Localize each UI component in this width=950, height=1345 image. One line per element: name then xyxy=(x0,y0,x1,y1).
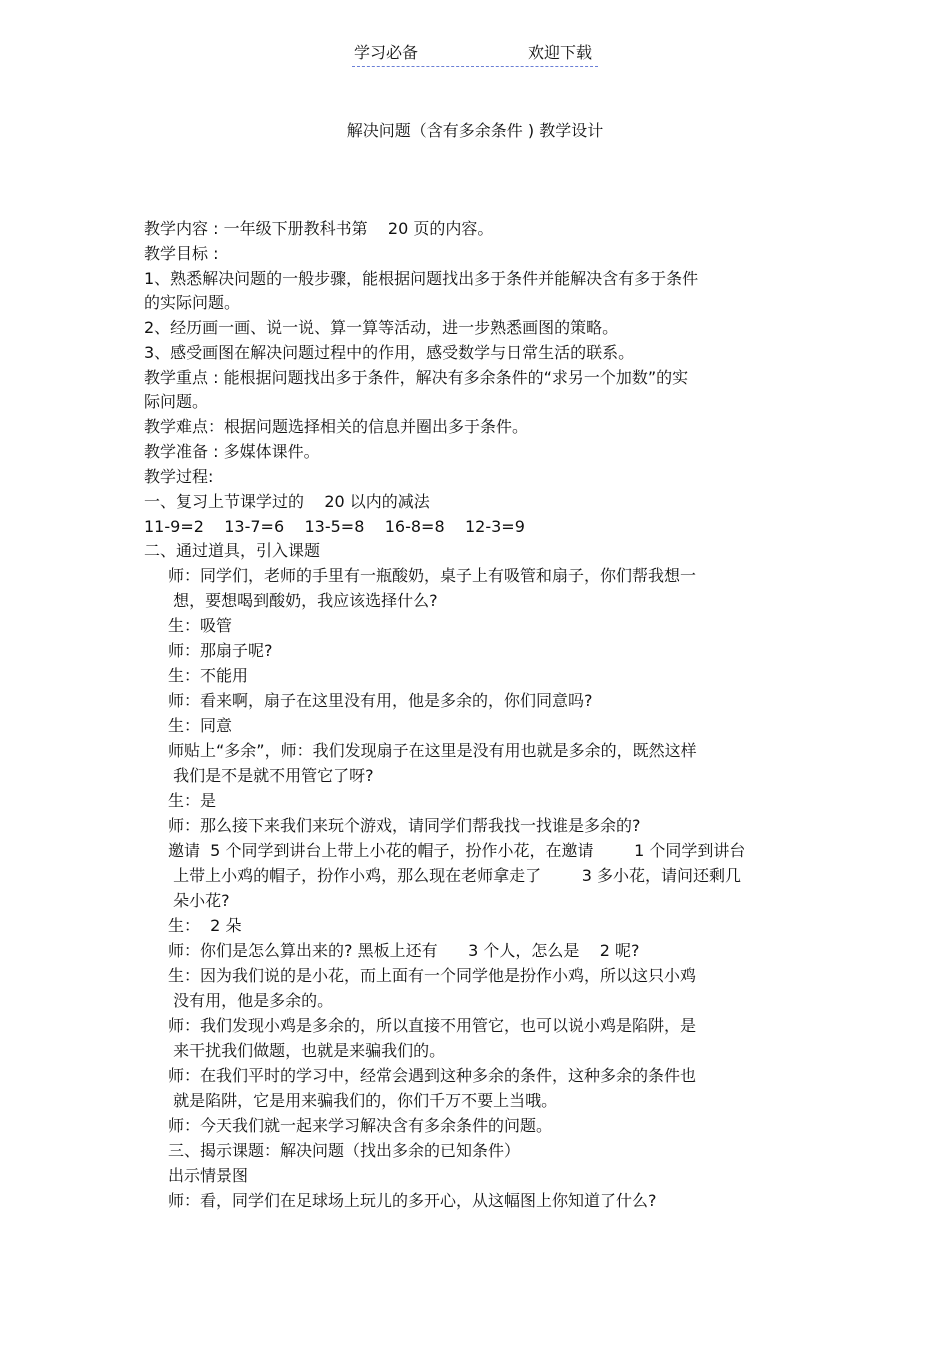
text-line: 教学内容 : 一年级下册教科书第 20 页的内容。 xyxy=(144,219,494,238)
text-line: 师贴上“多余”，师：我们发现扇子在这里是没有用也就是多余的，既然这样 xyxy=(168,741,697,760)
text-line: 际问题。 xyxy=(144,392,209,411)
text-line: 师：那么接下来我们来玩个游戏，请同学们帮我找一找谁是多余的? xyxy=(168,816,641,835)
text-line: 邀请 5 个同学到讲台上带上小花的帽子，扮作小花，在邀请 1 个同学到讲台 xyxy=(168,841,746,860)
text-line: 教学重点 : 能根据问题找出多于条件，解决有多余条件的“求另一个加数”的实 xyxy=(144,368,689,387)
header-left-text: 学习必备 xyxy=(354,43,419,62)
document-title: 解决问题（含有多余条件 ) 教学设计 xyxy=(346,121,604,140)
text-line: 师：在我们平时的学习中，经常会遇到这种多余的条件，这种多余的条件也 xyxy=(168,1066,697,1085)
text-line: 师：今天我们就一起来学习解决含有多余条件的问题。 xyxy=(168,1116,553,1135)
text-line: 师：看来啊，扇子在这里没有用，他是多余的，你们同意吗? xyxy=(168,691,593,710)
text-line: 1、熟悉解决问题的一般步骤，能根据问题找出多于条件并能解决含有多于条件 xyxy=(144,269,699,288)
text-line: 教学目标 : xyxy=(144,244,219,263)
text-line: 教学过程: xyxy=(144,467,214,486)
text-line: 生：同意 xyxy=(168,716,233,735)
text-line: 师：我们发现小鸡是多余的，所以直接不用管它，也可以说小鸡是陷阱，是 xyxy=(168,1016,697,1035)
text-line: 想，要想喝到酸奶，我应该选择什么? xyxy=(168,591,438,610)
header-right-text: 欢迎下载 xyxy=(527,43,592,62)
text-line: 我们是不是就不用管它了呀? xyxy=(168,766,374,785)
text-line: 3、感受画图在解决问题过程中的作用，感受数学与日常生活的联系。 xyxy=(144,343,635,362)
text-line: 师：你们是怎么算出来的? 黑板上还有 3 个人，怎么是 2 呢? xyxy=(168,941,640,960)
text-line: 生：因为我们说的是小花，而上面有一个同学他是扮作小鸡，所以这只小鸡 xyxy=(168,966,697,985)
text-line: 生：不能用 xyxy=(168,666,249,685)
text-line: 师：看，同学们在足球场上玩儿的多开心，从这幅图上你知道了什么? xyxy=(168,1191,657,1210)
page-header xyxy=(352,40,598,67)
text-line: 生： 2 朵 xyxy=(168,916,242,935)
text-line: 11-9=2 13-7=6 13-5=8 16-8=8 12-3=9 xyxy=(144,517,525,536)
text-line: 一、复习上节课学过的 20 以内的减法 xyxy=(144,492,430,511)
text-line: 师：那扇子呢? xyxy=(168,641,273,660)
text-line: 就是陷阱，它是用来骗我们的，你们千万不要上当哦。 xyxy=(168,1091,558,1110)
text-line: 二、通过道具，引入课题 xyxy=(144,541,321,560)
text-line: 生：是 xyxy=(168,791,217,810)
text-line: 教学难点：根据问题选择相关的信息并圈出多于条件。 xyxy=(144,417,529,436)
text-line: 生：吸管 xyxy=(168,616,233,635)
text-line: 没有用，他是多余的。 xyxy=(168,991,334,1010)
text-line: 上带上小鸡的帽子，扮作小鸡，那么现在老师拿走了 3 多小花，请问还剩几 xyxy=(168,866,742,885)
text-line: 三、揭示课题：解决问题（找出多余的已知条件） xyxy=(168,1141,521,1160)
text-line: 的实际问题。 xyxy=(144,293,241,312)
text-line: 来干扰我们做题，也就是来骗我们的。 xyxy=(168,1041,446,1060)
text-line: 2、经历画一画、说一说、算一算等活动，进一步熟悉画图的策略。 xyxy=(144,318,619,337)
text-line: 朵小花? xyxy=(168,891,230,910)
text-line: 出示情景图 xyxy=(168,1166,249,1185)
text-line: 教学准备 : 多媒体课件。 xyxy=(144,442,320,461)
text-line: 师：同学们，老师的手里有一瓶酸奶，桌子上有吸管和扇子，你们帮我想一 xyxy=(168,566,697,585)
